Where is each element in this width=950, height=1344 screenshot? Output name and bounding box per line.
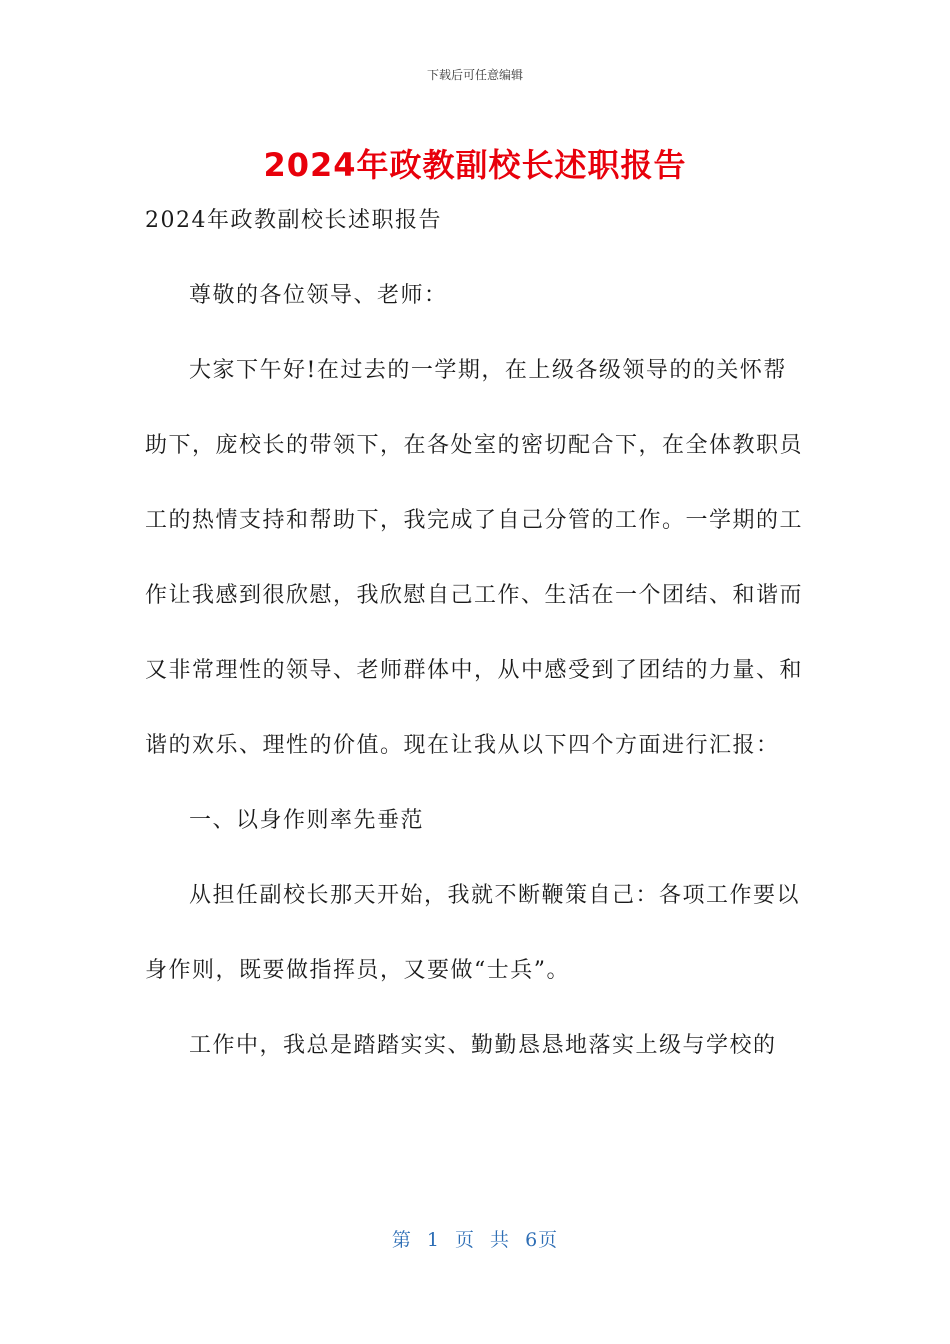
section-heading: 一、以身作则率先垂范 (189, 808, 425, 833)
body-paragraph: 工作中，我总是踏踏实实、勤勤恳恳地落实上级与学校的 (189, 1033, 777, 1058)
document-title: 2024年政教副校长述职报告 (263, 146, 687, 184)
salutation-paragraph: 尊敬的各位领导、老师： (189, 283, 448, 308)
header-note: 下载后可任意编辑 (426, 68, 523, 82)
intro-paragraph: 大家下午好!在过去的一学期，在上级各级领导的的关怀帮助下，庞校长的带领下，在各处室的密切配合下，在全体教职员工的热情支持和帮助下，我完成了自己分管的工作。一学期的工作让我感到很欣慰，我欣慰自己工作、生活在一个团结、和谐而又非常理性的领导、老师群体中，从中感受到了团结的力量、和谐的欢乐、理性的价值。现在让我从以下四个方面进行汇报： (145, 358, 804, 758)
body-paragraph: 从担任副校长那天开始，我就不断鞭策自己：各项工作要以身作则，既要做指挥员，又要做“士兵”。 (145, 883, 801, 983)
document-body (145, 183, 805, 1083)
page-number: 第 1 页 共 6页 (391, 1229, 559, 1251)
subtitle-paragraph: 2024年政教副校长述职报告 (145, 208, 442, 233)
